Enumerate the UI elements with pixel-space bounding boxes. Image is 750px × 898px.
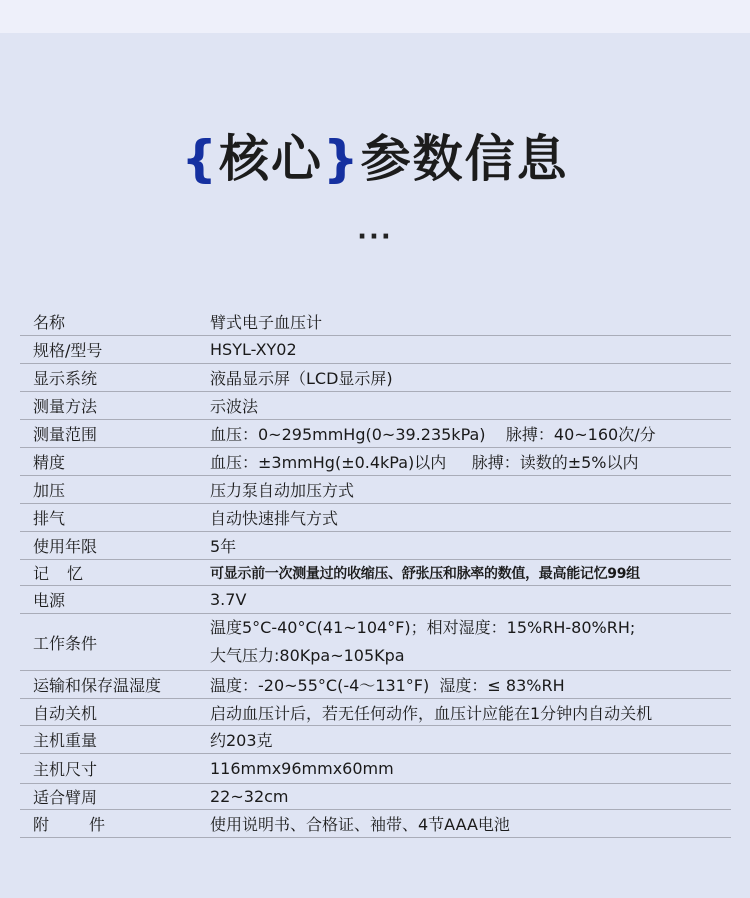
- spec-row-memory: [20, 560, 731, 586]
- spec-row-weight: [20, 726, 731, 754]
- spec-value: 116mmx96mmx60mm: [210, 759, 394, 778]
- spec-value: 5年: [210, 537, 237, 556]
- spec-value: 自动快速排气方式: [210, 509, 339, 528]
- spec-value: 使用说明书、合格证、袖带、4节AAA电池: [210, 815, 510, 834]
- spec-value: HSYL-XY02: [210, 340, 297, 359]
- spec-value: 血压：±3mmHg(±0.4kPa)以内 脉搏：读数的±5%以内: [210, 453, 639, 472]
- spec-row-power: [20, 586, 731, 614]
- spec-label: 加压: [33, 481, 66, 500]
- page-title: [0, 128, 750, 190]
- spec-label: 使用年限: [33, 537, 98, 556]
- spec-value: 3.7V: [210, 590, 247, 609]
- spec-value-line: 温度5°C-40°C(41~104°F)；相对湿度：15%RH-80%RH;: [210, 618, 636, 637]
- spec-label: 适合臂周: [33, 788, 98, 807]
- spec-value: 可显示前一次测量过的收缩压、舒张压和脉率的数值，最高能记忆99组: [210, 565, 640, 582]
- title-brace-open: {: [181, 130, 219, 188]
- spec-row-conditions: [20, 614, 731, 671]
- spec-row-lifespan: [20, 532, 731, 560]
- spec-label: 主机重量: [33, 731, 98, 750]
- spec-label: 显示系统: [33, 369, 98, 388]
- spec-row-storage: [20, 671, 731, 699]
- spec-label: 主机尺寸: [33, 760, 98, 779]
- spec-value: 压力泵自动加压方式: [210, 481, 355, 500]
- spec-value: 启动血压计后，若无任何动作，血压计应能在1分钟内自动关机: [210, 703, 653, 723]
- spec-label: 电源: [33, 591, 66, 610]
- spec-label: 精度: [33, 453, 66, 472]
- spec-label: 记忆: [33, 564, 102, 583]
- spec-label: 排气: [33, 509, 66, 528]
- spec-label: 附件: [33, 815, 146, 834]
- spec-row-pressurize: [20, 476, 731, 504]
- spec-row-size: [20, 754, 731, 784]
- spec-value: 液晶显示屏（LCD显示屏): [210, 369, 393, 388]
- spec-row-autooff: [20, 699, 731, 726]
- title-brace-close: }: [323, 130, 361, 188]
- spec-value-line: 大气压力:80Kpa~105Kpa: [210, 646, 405, 665]
- spec-row-display: [20, 364, 731, 392]
- spec-row-arm: [20, 784, 731, 810]
- spec-value: 臂式电子血压计: [210, 313, 323, 332]
- spec-label: 自动关机: [33, 703, 98, 723]
- spec-label: 测量方法: [33, 397, 98, 416]
- spec-value: 温度：-20~55°C(-4～131°F) 湿度：≤ 83%RH: [210, 676, 565, 695]
- spec-value: 22~32cm: [210, 787, 289, 806]
- spec-row-name: [20, 308, 731, 336]
- spec-row-range: [20, 420, 731, 448]
- spec-value: [210, 614, 731, 670]
- title-rest-text: 参数信息: [360, 130, 569, 188]
- spec-value: 示波法: [210, 397, 259, 416]
- spec-row-accuracy: [20, 448, 731, 476]
- spec-label: 测量范围: [33, 425, 98, 444]
- spec-row-exhaust: [20, 504, 731, 532]
- spec-label: 名称: [33, 313, 66, 332]
- spec-row-method: [20, 392, 731, 420]
- spec-label: 规格/型号: [33, 341, 103, 360]
- ellipsis-dots: ···: [357, 222, 393, 252]
- spec-value: 血压：0~295mmHg(0~39.235kPa) 脉搏：40~160次/分: [210, 425, 656, 444]
- spec-label: 工作条件: [33, 633, 98, 653]
- title-key-text: 核心: [219, 130, 323, 188]
- spec-row-accessories: [20, 810, 731, 838]
- top-band: [0, 0, 750, 33]
- spec-row-model: [20, 336, 731, 364]
- spec-value: 约203克: [210, 731, 273, 750]
- spec-label: 运输和保存温湿度: [33, 676, 162, 695]
- spec-table: [20, 308, 731, 838]
